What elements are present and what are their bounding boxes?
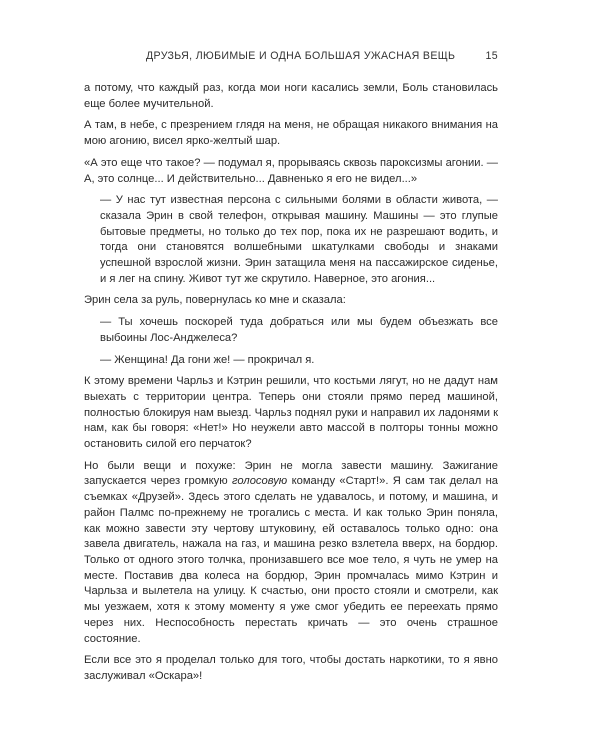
dialogue-paragraph: — У нас тут известная персона с сильными болями в области живота, — сказала Эрин в свой телефон, открывая машину. Машины — это глупые бытовые предметы, но только до тех пор, пока их не разрешают водить, и тогда они становятся волшебными шкатулками свободы и знаками успешной взрослой жизни. Эрин затащила меня на пассажирское сиденье, и я лег на спину. Живот тут же скрутило. Наверное, это агония... <box>100 194 498 285</box>
italic-word: голосовую <box>232 475 288 488</box>
paragraph-text: команду «Старт!». Я сам так делал на съемках «Друзей». Здесь этого сделать не удавалось, и потому, и машина, и район Палмс по-прежнему не трогались с места. И как только Эрин поняла, как можно завести эту чертову штуковину, ей оставалось только одно: она завела двигатель, нажала на газ, и машина резко взлетела вверх, на бордюр. Только от одного этого толчка, пронизавшего все мое тело, я чуть не умер на месте. Поставив два колеса на бордюр, Эрин промчалась мимо Кэтрин и Чарльза и вылетела на улицу. К счастью, они просто стояли и смотрели, как мы уезжаем, хотя к этому моменту я уже смог убедить ее переехать прямо через них. Неспособность перестать кричать — это очень страшное состояние. <box>84 475 498 645</box>
page-number: 15 <box>485 50 498 62</box>
paragraph-text: Но были вещи и похуже: Эрин не могла завести машину. Зажигание запускается через громкую <box>84 459 498 488</box>
paragraph: А там, в небе, с презрением глядя на меня, не обращая никакого внимания на мою агонию, висел ярко-желтый шар. <box>84 119 498 148</box>
paragraph: Эрин села за руль, повернулась ко мне и сказала: <box>84 294 346 307</box>
running-title: ДРУЗЬЯ, ЛЮБИМЫЕ И ОДНА БОЛЬШАЯ УЖАСНАЯ ВЕЩЬ <box>146 50 456 62</box>
paragraph: а потому, что каждый раз, когда мои ноги касались земли, Боль становилась еще более мучительной. <box>84 82 498 110</box>
paragraph: К этому времени Чарльз и Кэтрин решили, что костьми лягут, но не дадут нам выехать с территории центра. Теперь они стояли прямо перед машиной, полностью блокируя нам выезд. Чарльз поднял руки и направил их ладонями к нам, как бы говоря: «Нет!» Но неужели авто массой в полторы тонны можно остановить силой его перчаток? <box>84 375 498 451</box>
dialogue-paragraph: — Ты хочешь поскорей туда добраться или мы будем объезжать все выбоины Лос-Анджелеса? <box>100 316 498 344</box>
book-page <box>84 50 498 691</box>
paragraph: «А это еще что такое? — подумал я, прорываясь сквозь пароксизмы агонии. — А, это солнце... И действительно... Давненько я его не видел...» <box>84 156 498 185</box>
dialogue-paragraph: — Женщина! Да гони же! — прокричал я. <box>100 353 315 366</box>
body-text <box>84 81 498 685</box>
paragraph <box>84 459 498 647</box>
paragraph: Если все это я проделал только для того, чтобы достать наркотики, то я явно заслуживал «Оскара»! <box>84 654 498 682</box>
running-header <box>84 50 498 66</box>
